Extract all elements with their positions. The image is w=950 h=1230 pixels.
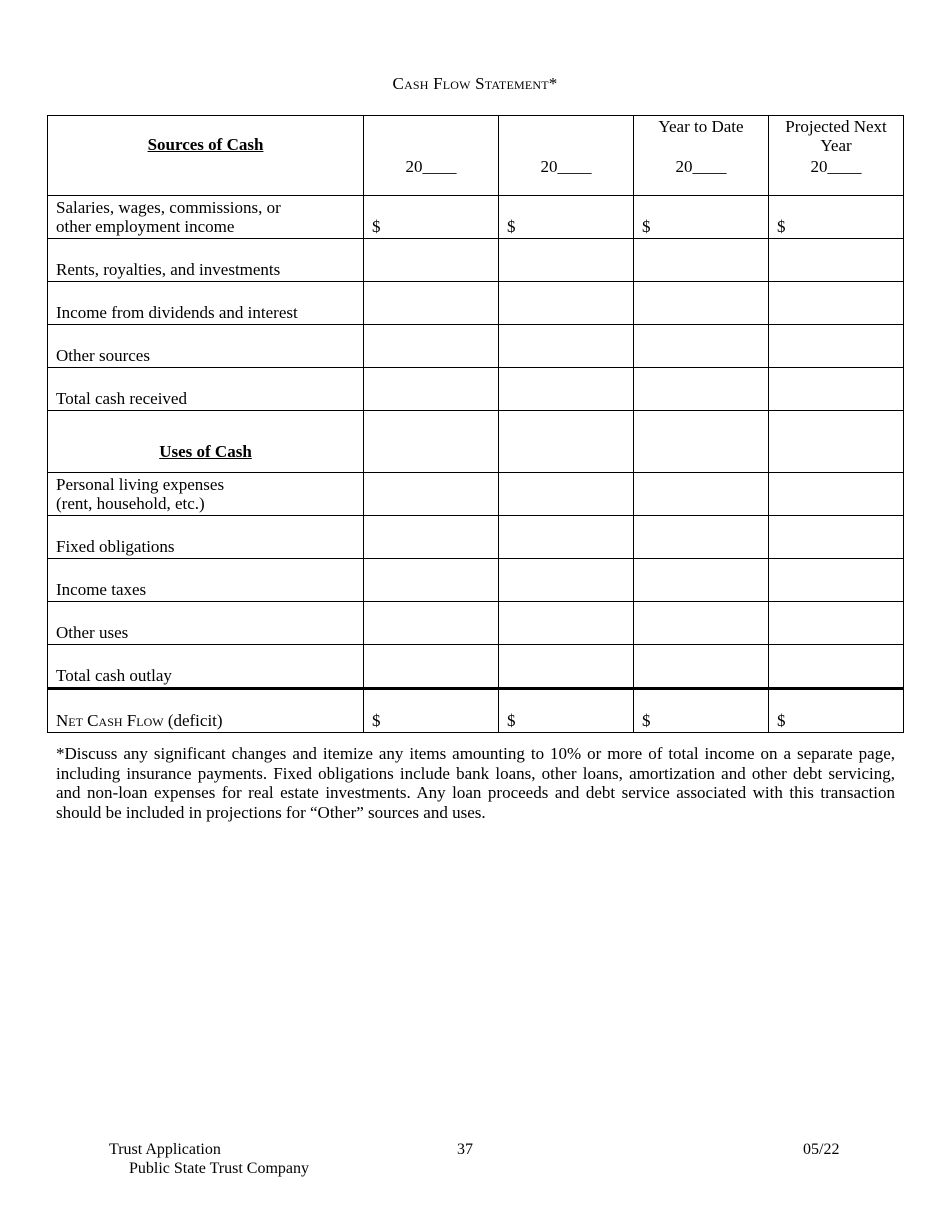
- amount-cell[interactable]: [499, 325, 634, 368]
- year-column-1-header[interactable]: [364, 116, 499, 196]
- row-label: Total cash received: [48, 368, 364, 411]
- amount-cell[interactable]: [634, 516, 769, 559]
- amount-cell[interactable]: [634, 559, 769, 602]
- table-row: [48, 239, 904, 282]
- table-row: [48, 559, 904, 602]
- net-cash-flow-row: [48, 689, 904, 733]
- footer-date: 05/22: [803, 1141, 840, 1158]
- net-cash-flow-label: Net Cash Flow (deficit): [48, 689, 364, 733]
- uses-of-cash-section-row: [48, 411, 904, 473]
- amount-cell[interactable]: [634, 325, 769, 368]
- table-row: [48, 473, 904, 516]
- table-row: [48, 645, 904, 689]
- footer-company-name: Public State Trust Company: [129, 1160, 310, 1177]
- year-to-date-header[interactable]: [634, 116, 769, 196]
- amount-cell[interactable]: [634, 239, 769, 282]
- uses-of-cash-heading: Uses of Cash: [159, 442, 252, 461]
- amount-cell[interactable]: $: [364, 196, 499, 239]
- amount-cell[interactable]: [364, 645, 499, 689]
- amount-cell[interactable]: $: [634, 196, 769, 239]
- amount-cell[interactable]: $: [769, 689, 904, 733]
- table-header-row: [48, 116, 904, 196]
- row-label: Other sources: [48, 325, 364, 368]
- amount-cell[interactable]: [364, 602, 499, 645]
- amount-cell[interactable]: [364, 325, 499, 368]
- amount-cell[interactable]: [769, 368, 904, 411]
- row-label: Other uses: [48, 602, 364, 645]
- table-row: [48, 516, 904, 559]
- sources-header-cell: [48, 116, 364, 196]
- amount-cell[interactable]: [499, 645, 634, 689]
- amount-cell[interactable]: [364, 559, 499, 602]
- amount-cell[interactable]: [364, 516, 499, 559]
- amount-cell[interactable]: [769, 282, 904, 325]
- amount-cell[interactable]: [634, 368, 769, 411]
- uses-header-cell: [48, 411, 364, 473]
- footnote: *Discuss any significant changes and itemize any items amounting to 10% or more of total income on a separate page, including insurance payments. Fixed obligations include bank loans, other loans, amortization and other debt servicing, and non-loan expenses for real estate investments. Any loan proceeds and debt service associated with this transaction should be included in projections for “Other” sources and uses.: [56, 744, 895, 822]
- amount-cell[interactable]: [364, 411, 499, 473]
- amount-cell[interactable]: [769, 516, 904, 559]
- year-blank-2: 20____: [540, 157, 592, 176]
- year-column-2-header[interactable]: [499, 116, 634, 196]
- row-label: Total cash outlay: [48, 645, 364, 689]
- amount-cell[interactable]: [499, 282, 634, 325]
- amount-cell[interactable]: [364, 368, 499, 411]
- amount-cell[interactable]: $: [499, 689, 634, 733]
- table-row: [48, 325, 904, 368]
- amount-cell[interactable]: [769, 239, 904, 282]
- sources-of-cash-heading: Sources of Cash: [147, 135, 264, 154]
- amount-cell[interactable]: $: [364, 689, 499, 733]
- row-label: Personal living expenses (rent, household, etc.): [48, 473, 364, 516]
- table-row: [48, 368, 904, 411]
- year-blank-1: 20____: [405, 157, 457, 176]
- year-to-date-label: Year to Date: [658, 117, 744, 136]
- amount-cell[interactable]: $: [769, 196, 904, 239]
- amount-cell[interactable]: [499, 516, 634, 559]
- amount-cell[interactable]: [499, 559, 634, 602]
- amount-cell[interactable]: [634, 645, 769, 689]
- amount-cell[interactable]: [769, 559, 904, 602]
- projected-next-year-label: Projected Next Year: [785, 117, 887, 155]
- amount-cell[interactable]: [499, 411, 634, 473]
- amount-cell[interactable]: $: [499, 196, 634, 239]
- amount-cell[interactable]: [364, 473, 499, 516]
- row-label: Fixed obligations: [48, 516, 364, 559]
- amount-cell[interactable]: [634, 411, 769, 473]
- amount-cell[interactable]: $: [634, 689, 769, 733]
- year-blank-4: 20____: [810, 157, 862, 176]
- amount-cell[interactable]: [499, 473, 634, 516]
- amount-cell[interactable]: [769, 473, 904, 516]
- amount-cell[interactable]: [634, 602, 769, 645]
- table-row: [48, 602, 904, 645]
- year-blank-3: 20____: [675, 157, 727, 176]
- footer-document-name: Trust Application: [109, 1141, 221, 1158]
- row-label: Income taxes: [48, 559, 364, 602]
- projected-next-year-header[interactable]: [769, 116, 904, 196]
- amount-cell[interactable]: [364, 239, 499, 282]
- amount-cell[interactable]: [634, 473, 769, 516]
- page-number: 37: [457, 1141, 473, 1158]
- amount-cell[interactable]: [499, 602, 634, 645]
- amount-cell[interactable]: [634, 282, 769, 325]
- page-title: Cash Flow Statement*: [392, 74, 558, 93]
- amount-cell[interactable]: [769, 325, 904, 368]
- amount-cell[interactable]: [499, 368, 634, 411]
- amount-cell[interactable]: [364, 282, 499, 325]
- row-label: Rents, royalties, and investments: [48, 239, 364, 282]
- amount-cell[interactable]: [769, 411, 904, 473]
- table-row: [48, 196, 904, 239]
- row-label: Salaries, wages, commissions, or other employment income: [48, 196, 364, 239]
- row-label: Income from dividends and interest: [48, 282, 364, 325]
- cash-flow-table: [47, 115, 904, 733]
- table-row: [48, 282, 904, 325]
- amount-cell[interactable]: [769, 645, 904, 689]
- amount-cell[interactable]: [769, 602, 904, 645]
- amount-cell[interactable]: [499, 239, 634, 282]
